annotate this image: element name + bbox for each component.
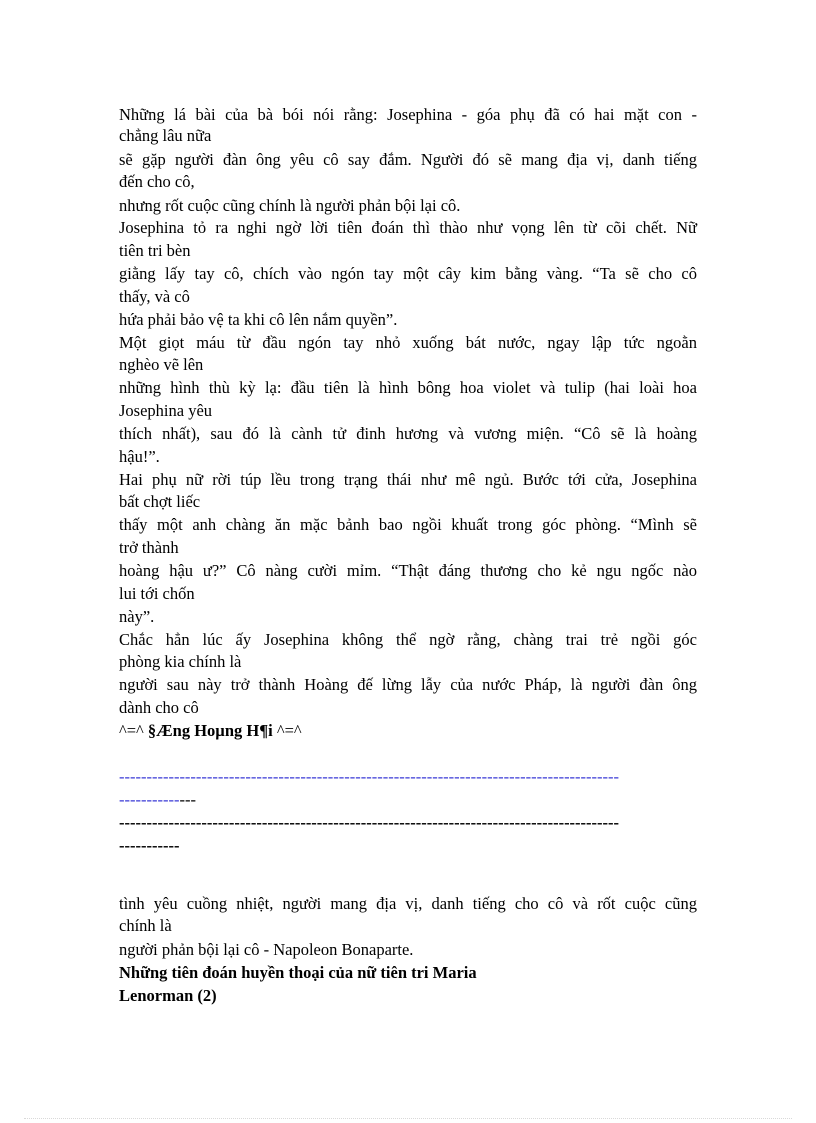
text-line: Một giọt máu từ đầu ngón tay nhỏ xuống bát nước, ngay lập tức ngoằn <box>119 333 697 352</box>
text-line: nghèo vẽ lên <box>119 355 204 374</box>
blue-separator-line-2[interactable]: ----------- <box>119 790 180 809</box>
text-line: những hình thù kỳ lạ: đầu tiên là hình bông hoa violet và tulip (hai loài hoa <box>119 378 697 397</box>
text-line: bất chợt liếc <box>119 492 201 511</box>
text-line: thích nhất), sau đó là cành tử đinh hương và vương miện. “Cô sẽ là hoàng <box>119 424 697 443</box>
text-line: đến cho cô, <box>119 172 195 191</box>
separator-tail: --- <box>179 790 196 809</box>
text-line: thấy, và cô <box>119 287 190 306</box>
text-line: trở thành <box>119 538 179 557</box>
black-separator-line-2: ----------- <box>119 836 180 855</box>
signature-suffix: ^=^ <box>272 721 302 740</box>
text-line: Josephina tỏ ra nghi ngờ lời tiên đoán thì thào như vọng lên từ cõi chết. Nữ <box>119 218 697 237</box>
blue-separator-tail <box>119 789 697 811</box>
text-line: nhưng rốt cuộc cũng chính là người phản bội lại cô. <box>119 196 461 215</box>
text-line: chẳng lâu nữa <box>119 126 212 145</box>
text-line: Chắc hẳn lúc ấy Josephina không thể ngờ rằng, chàng trai trẻ ngồi góc <box>119 630 697 649</box>
section-heading: Lenorman (2) <box>119 986 217 1005</box>
text-line: sẽ gặp người đàn ông yêu cô say đắm. Người đó sẽ mang địa vị, danh tiếng <box>119 150 697 169</box>
text-line: người phản bội lại cô - Napoleon Bonaparte. <box>119 940 414 959</box>
text-line: người sau này trở thành Hoàng đế lừng lẫy của nước Pháp, là người đàn ông <box>119 675 697 694</box>
text-line: lui tới chốn <box>119 584 195 603</box>
text-line: tiên tri bèn <box>119 241 191 260</box>
text-line: hứa phải bảo vệ ta khi cô lên nắm quyền”. <box>119 310 398 329</box>
text-line: Những lá bài của bà bói nói rằng: Josephina - góa phụ đã có hai mặt con - <box>119 105 697 124</box>
text-line: tình yêu cuồng nhiệt, người mang địa vị, danh tiếng cho cô và rốt cuộc cũng <box>119 894 697 913</box>
text-line: chính là <box>119 916 172 935</box>
text-line: thấy một anh chàng ăn mặc bảnh bao ngồi khuất trong góc phòng. “Mình sẽ <box>119 515 697 534</box>
text-line: phòng kia chính là <box>119 652 242 671</box>
signature-name: §Æng Hoµng H¶i <box>147 721 273 740</box>
text-line: hoàng hậu ư?” Cô nàng cười mỉm. “Thật đáng thương cho kẻ ngu ngốc nào <box>119 561 697 580</box>
text-line: hậu!”. <box>119 447 160 466</box>
blue-separator-line[interactable]: ------------------------------------------------------------------------------------------- <box>119 767 620 786</box>
text-line: Josephina yêu <box>119 401 213 420</box>
signature-prefix: ^=^ <box>119 721 148 740</box>
text-line: này”. <box>119 607 155 626</box>
signature <box>119 720 697 742</box>
text-line: giằng lấy tay cô, chích vào ngón tay một cây kim bằng vàng. “Ta sẽ cho cô <box>119 264 697 283</box>
text-line: dành cho cô <box>119 698 199 717</box>
text-line: Hai phụ nữ rời túp lều trong trạng thái như mê ngủ. Bước tới cửa, Josephina <box>119 470 697 489</box>
page-bottom-divider <box>24 1118 792 1119</box>
section-heading: Những tiên đoán huyền thoại của nữ tiên tri Maria <box>119 963 477 982</box>
black-separator-line: ------------------------------------------------------------------------------------------- <box>119 813 620 832</box>
